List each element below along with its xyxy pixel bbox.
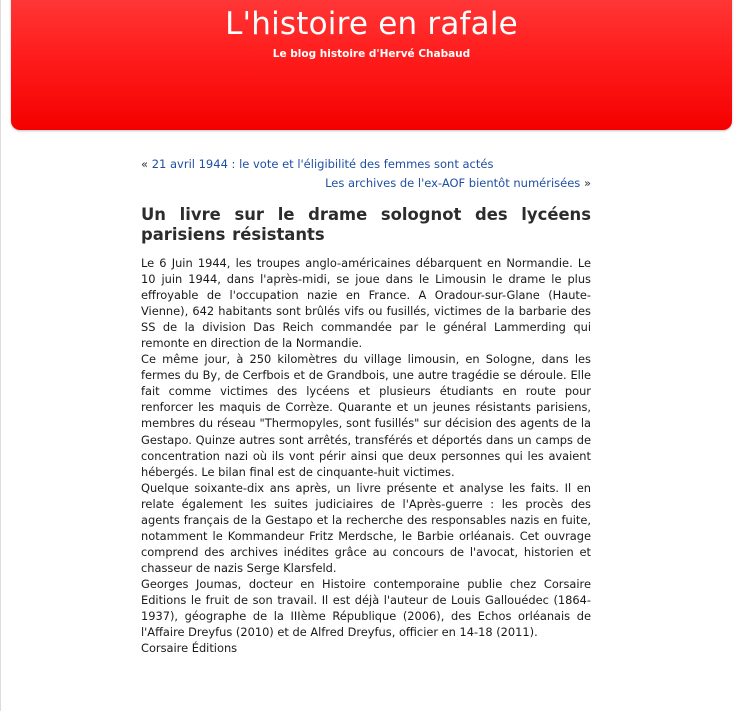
site-title[interactable]: L'histoire en rafale xyxy=(225,6,518,42)
post-paragraph: Quelque soixante-dix ans après, un livre présente et analyse les faits. Il en relate également les suites judiciaires de l'Après-guerre : les procès des agents français de la Gestapo et la recherche des responsables nazis en fuite, notamment le Kommandeur Fritz Merdsche, le Barbie orléanais. Cet ouvrage comprend des archives inédites grâce au concours de l'avocat, historien et chasseur de nazis Serge Klarsfeld. xyxy=(141,480,591,575)
next-post-link[interactable]: Les archives de l'ex-AOF bientôt numérisées xyxy=(325,176,581,190)
post-paragraph: Le 6 Juin 1944, les troupes anglo-américaines débarquent en Normandie. Le 10 juin 1944, dans l'après-midi, se joue dans le Limousin le drame le plus effroyable de l'occupation nazie en France. A Oradour-sur-Glane (Haute-Vienne), 642 habitants sont brûlés vifs ou fusillés, victimes de la barbarie des SS de la division Das Reich commandée par le général Lammerding qui remonte en direction de la Normandie. xyxy=(141,256,591,351)
post-title: Un livre sur le drame solognot des lycéens parisiens résistants xyxy=(141,205,591,244)
publisher-line: Corsaire Éditions xyxy=(141,641,238,656)
page-left-border xyxy=(0,0,1,711)
previous-post-nav xyxy=(141,156,591,173)
next-arrow: » xyxy=(583,176,591,190)
post-body xyxy=(141,255,591,656)
site-subtitle: Le blog histoire d'Hervé Chabaud xyxy=(272,48,471,60)
post-paragraph: Ce même jour, à 250 kilomètres du village limousin, en Sologne, dans les fermes du By, de Cerfbois et de Grandbois, une autre tragédie se déroule. Elle fait comme victimes des lycéens et plusieurs étudiants en route pour renforcer les maquis de Corrèze. Quarante et un jeunes résistants parisiens, membres du réseau "Thermopyles, sont fusillés" sur décision des agents de la Gestapo. Quinze autres sont arrêtés, transférés et déportés dans un camps de concentration nazi où ils vont périr ainsi que deux personnes qui les avaient hébergés. Le bilan final est de cinquante-huit victimes. xyxy=(141,352,591,479)
previous-arrow: « xyxy=(141,157,149,171)
next-post-nav xyxy=(141,175,591,192)
previous-post-link[interactable]: 21 avril 1944 : le vote et l'éligibilité des femmes sont actés xyxy=(151,157,494,171)
post-paragraph: Georges Joumas, docteur en Histoire contemporaine publie chez Corsaire Editions le fruit de son travail. Il est déjà l'auteur de Louis Gallouédec (1864-1937), géographe de la IIIème République (2006), des Echos orléanais de l'Affaire Dreyfus (2010) et de Alfred Dreyfus, officier en 14-18 (2011). xyxy=(141,576,591,640)
